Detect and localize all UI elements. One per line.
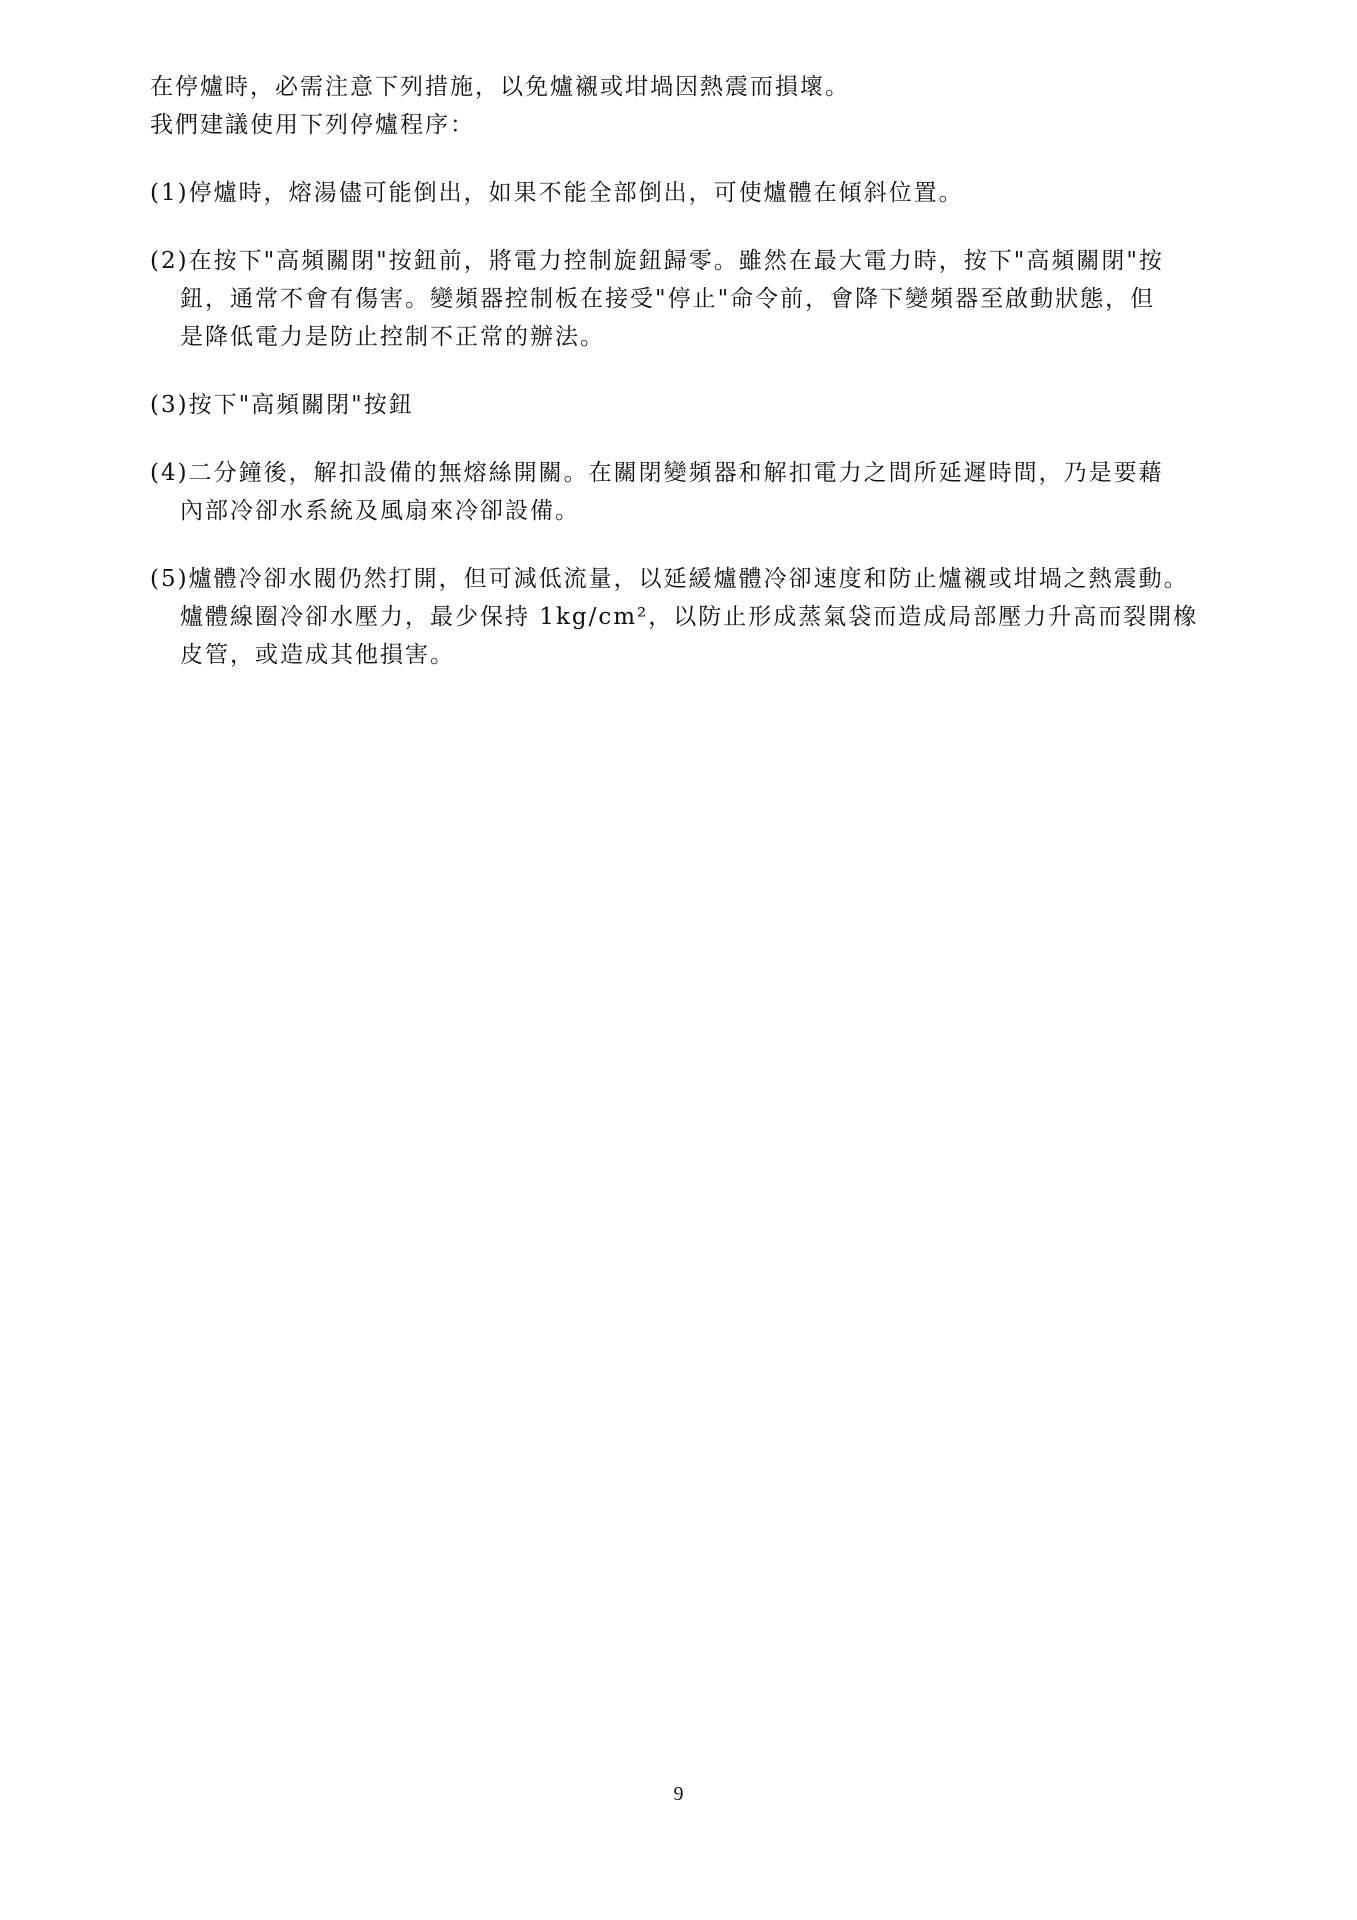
- step-2-line-3: 是降低電力是防止控制不正常的辦法。: [180, 324, 605, 350]
- intro-line-1: 在停爐時，必需注意下列措施，以免爐襯或坩堝因熱震而損壞。: [150, 74, 850, 100]
- step-5-line-3: 皮管，或造成其他損害。: [180, 642, 455, 668]
- page-number: 9: [673, 1783, 684, 1805]
- step-4-line-2: 內部冷卻水系統及風扇來冷卻設備。: [180, 498, 580, 524]
- step-1-line-1: (1)停爐時，熔湯儘可能倒出，如果不能全部倒出，可使爐體在傾斜位置。: [150, 180, 964, 206]
- intro-line-2: 我們建議使用下列停爐程序：: [150, 112, 475, 138]
- step-4: [150, 454, 1280, 530]
- step-1: [150, 174, 1280, 212]
- step-2-line-2: 鈕，通常不會有傷害。變頻器控制板在接受"停止"命令前，會降下變頻器至啟動狀態，但: [180, 286, 1156, 312]
- step-5: [150, 560, 1280, 674]
- step-2-line-1: (2)在按下"高頻關閉"按鈕前，將電力控制旋鈕歸零。雖然在最大電力時，按下"高頻關閉"按: [150, 248, 1164, 274]
- step-3: [150, 386, 1280, 424]
- step-3-line-1: (3)按下"高頻關閉"按鈕: [150, 392, 414, 418]
- step-5-line-2: 爐體線圈冷卻水壓力，最少保持 1kg/cm²，以防止形成蒸氣袋而造成局部壓力升高而裂開橡: [180, 604, 1199, 630]
- step-2: [150, 242, 1280, 356]
- page-content: [150, 68, 1280, 674]
- step-4-line-1: (4)二分鐘後，解扣設備的無熔絲開關。在關閉變頻器和解扣電力之間所延遲時間，乃是要藉: [150, 460, 1164, 486]
- step-5-line-1: (5)爐體冷卻水閥仍然打開，但可減低流量，以延緩爐體冷卻速度和防止爐襯或坩堝之熱震動。: [150, 566, 1189, 592]
